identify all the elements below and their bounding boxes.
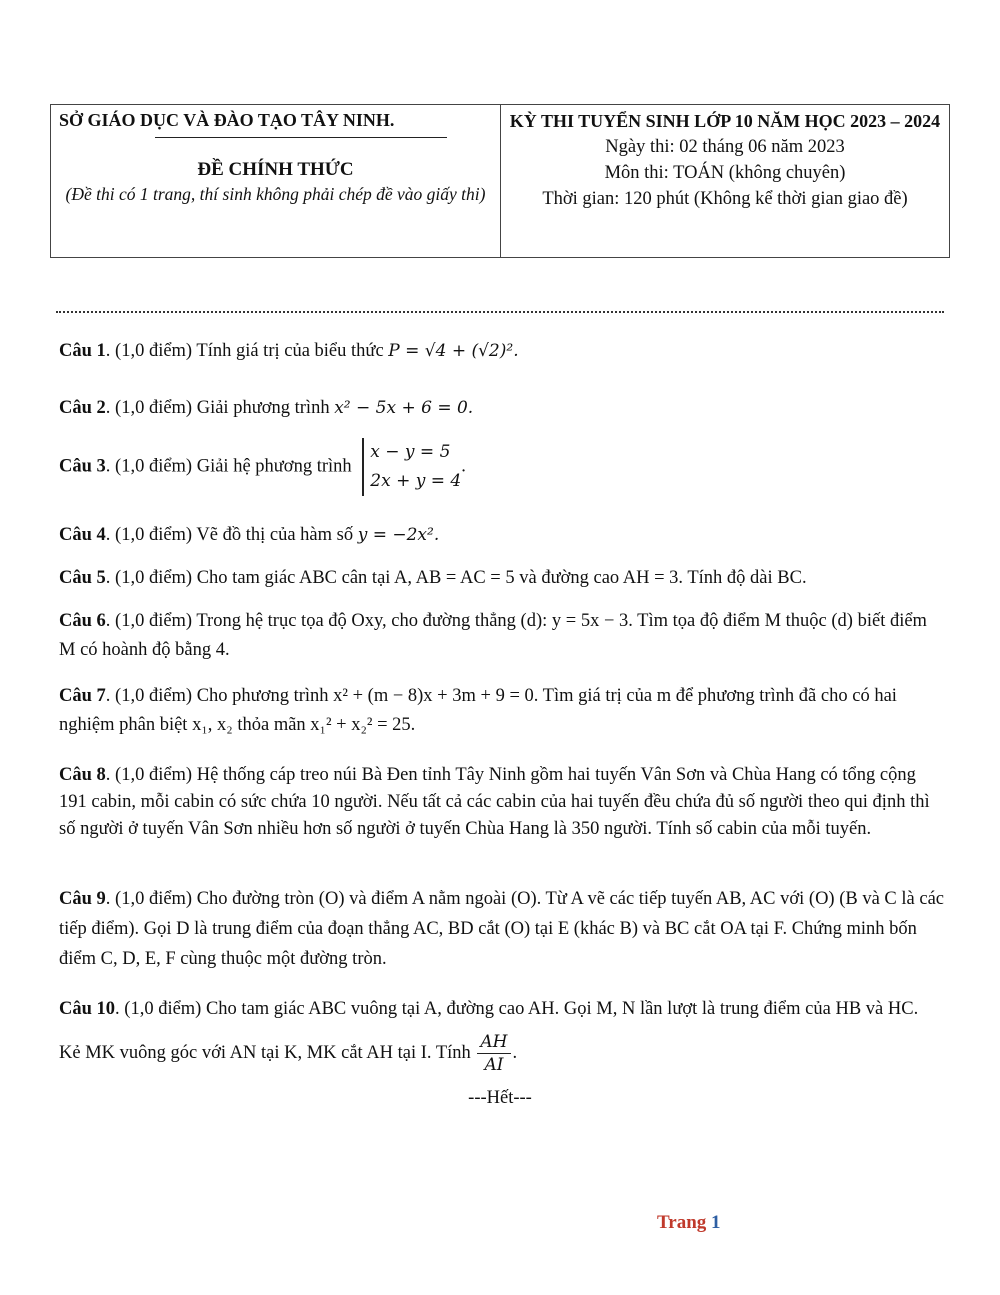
question-text: Giải hệ phương trình bbox=[196, 456, 352, 477]
header-right-cell bbox=[501, 105, 949, 257]
question-5: Câu 5. (1,0 điểm) Cho tam giác ABC cân tại A, AB = AC = 5 và đường cao AH = 3. Tính độ dài BC. bbox=[59, 568, 807, 588]
fraction-numerator: AH bbox=[477, 1031, 510, 1054]
question-2: Câu 2. (1,0 điểm) Giải phương trình x² − 5x + 6 = 0. bbox=[59, 398, 474, 418]
question-3: Câu 3. (1,0 điểm) Giải hệ phương trình x − y = 5 2x + y = 4 . bbox=[59, 438, 944, 496]
question-4: Câu 4. (1,0 điểm) Vẽ đồ thị của hàm số y = −2x². bbox=[59, 525, 440, 545]
question-9: Câu 9. (1,0 điểm) Cho đường tròn (O) và điểm A nằm ngoài (O). Từ A vẽ các tiếp tuyến AB, AC với (O) (B và C là các tiếp điểm). Gọi D là trung điểm của đoạn thẳng AC, BD cắt (O) tại E (khác B) và BC cắt OA tại F. Chứng minh bốn điểm C, D, E, F cùng thuộc một đường tròn. bbox=[59, 889, 944, 969]
question-label: Câu 7 bbox=[59, 686, 106, 706]
question-text: Giải phương trình bbox=[196, 398, 330, 418]
equation-2: 2x + y = 4 bbox=[370, 471, 462, 491]
question-label: Câu 2 bbox=[59, 398, 106, 418]
question-label: Câu 10 bbox=[59, 999, 116, 1019]
question-label: Câu 9 bbox=[59, 889, 106, 909]
question-points: (1,0 điểm) bbox=[115, 398, 193, 418]
question-points: (1,0 điểm) bbox=[115, 889, 193, 909]
exam-title: KỲ THI TUYỂN SINH LỚP 10 NĂM HỌC 2023 – 2024 bbox=[509, 111, 941, 131]
page-number: 1 bbox=[711, 1212, 721, 1233]
question-label: Câu 6 bbox=[59, 611, 106, 631]
question-text: Tính giá trị của biểu thức bbox=[196, 341, 384, 361]
dotted-divider bbox=[56, 311, 944, 313]
exam-note: (Đề thi có 1 trang, thí sinh không phải chép đề vào giấy thi) bbox=[65, 184, 486, 204]
question-10: Câu 10. (1,0 điểm) Cho tam giác ABC vuông tại A, đường cao AH. Gọi M, N lần lượt là trung điểm của HB và HC. Kẻ MK vuông góc với AN tại K, MK cắt AH tại I. Tính $\frac{AH}{AI}$ . bbox=[59, 999, 919, 1076]
question-math: P = √4 + (√2)². bbox=[388, 341, 519, 361]
fraction bbox=[477, 1031, 510, 1076]
question-label: Câu 3 bbox=[59, 456, 106, 477]
page-word: Trang bbox=[657, 1212, 707, 1233]
question-text: Cho tam giác ABC cân tại A, AB = AC = 5 và đường cao AH = 3. Tính độ dài BC. bbox=[196, 568, 807, 588]
official-label: ĐỀ CHÍNH THỨC bbox=[197, 159, 354, 180]
end-marker: ---Hết--- bbox=[468, 1088, 532, 1108]
department-underline bbox=[155, 137, 447, 138]
question-text: Cho đường tròn (O) và điểm A nằm ngoài (O). Từ A vẽ các tiếp tuyến AB, AC với (O) (B và C là các tiếp điểm). Gọi D là trung điểm của đoạn thẳng AC, BD cắt (O) tại E (khác B) và BC cắt OA tại F. Chứng minh bốn điểm C, D, E, F cùng thuộc một đường tròn. bbox=[59, 889, 944, 969]
question-7: Câu 7. (1,0 điểm) Cho phương trình x² + (m − 8)x + 3m + 9 = 0. Tìm giá trị của m để phương trình đã cho có hai nghiệm phân biệt x₁, x₂ thỏa mãn x₁² + x₂² = 25. bbox=[59, 686, 897, 735]
exam-date: Ngày thi: 02 tháng 06 năm 2023 bbox=[605, 137, 845, 157]
exam-duration: Thời gian: 120 phút (Không kể thời gian giao đề) bbox=[542, 189, 908, 209]
header-table bbox=[50, 104, 950, 258]
question-text: Hệ thống cáp treo núi Bà Đen tỉnh Tây Ninh gồm hai tuyến Vân Sơn và Chùa Hang có tổng cộng 191 cabin, mỗi cabin có sức chứa 10 người. Nếu tất cả các cabin của hai tuyến đều chứa đủ số người theo qui định thì số người ở tuyến Vân Sơn nhiều hơn số người ở tuyến Chùa Hang là 350 người. Tính số cabin của mỗi tuyến. bbox=[59, 765, 930, 839]
department-name: SỞ GIÁO DỤC VÀ ĐÀO TẠO TÂY NINH. bbox=[59, 110, 395, 130]
question-text: Cho tam giác ABC vuông tại A, đường cao AH. Gọi M, N lần lượt là trung điểm của HB và HC. Kẻ MK vuông góc với AN tại K, MK cắt AH tại I. Tính bbox=[59, 999, 919, 1063]
question-math: x² − 5x + 6 = 0. bbox=[334, 398, 474, 418]
page-footer bbox=[657, 1212, 721, 1234]
question-points: (1,0 điểm) bbox=[115, 611, 193, 631]
question-label: Câu 5 bbox=[59, 568, 106, 588]
question-label: Câu 1 bbox=[59, 341, 106, 361]
question-text: Vẽ đồ thị của hàm số bbox=[196, 525, 354, 545]
question-points: (1,0 điểm) bbox=[115, 568, 193, 588]
question-points: (1,0 điểm) bbox=[124, 999, 202, 1019]
header-left-cell bbox=[51, 105, 501, 257]
equation-1: x − y = 5 bbox=[370, 442, 451, 462]
fraction-denominator: AI bbox=[484, 1055, 504, 1076]
question-math: y = −2x². bbox=[357, 525, 440, 545]
question-points: (1,0 điểm) bbox=[115, 456, 193, 477]
question-1: Câu 1. (1,0 điểm) Tính giá trị của biểu thức P = √4 + (√2)². bbox=[59, 341, 519, 361]
question-label: Câu 4 bbox=[59, 525, 106, 545]
question-label: Câu 8 bbox=[59, 765, 106, 785]
question-6: Câu 6. (1,0 điểm) Trong hệ trục tọa độ Oxy, cho đường thẳng (d): y = 5x − 3. Tìm tọa độ điểm M thuộc (d) biết điểm M có hoành độ bằng 4. bbox=[59, 611, 927, 660]
question-text: Trong hệ trục tọa độ Oxy, cho đường thẳng (d): y = 5x − 3. Tìm tọa độ điểm M thuộc (d) biết điểm M có hoành độ bằng 4. bbox=[59, 611, 927, 660]
question-points: (1,0 điểm) bbox=[115, 765, 193, 785]
question-points: (1,0 điểm) bbox=[115, 341, 193, 361]
question-text: Cho phương trình x² + (m − 8)x + 3m + 9 = 0. Tìm giá trị của m để phương trình đã cho có hai nghiệm phân biệt x₁, x₂ thỏa mãn x₁² + x₂² = 25. bbox=[59, 686, 897, 735]
question-points: (1,0 điểm) bbox=[115, 686, 193, 706]
question-8: Câu 8. (1,0 điểm) Hệ thống cáp treo núi Bà Đen tỉnh Tây Ninh gồm hai tuyến Vân Sơn và Chùa Hang có tổng cộng 191 cabin, mỗi cabin có sức chứa 10 người. Nếu tất cả các cabin của hai tuyến đều chứa đủ số người theo qui định thì số người ở tuyến Vân Sơn nhiều hơn số người ở tuyến Chùa Hang là 350 người. Tính số cabin của mỗi tuyến. bbox=[59, 765, 930, 839]
question-points: (1,0 điểm) bbox=[115, 525, 193, 545]
exam-subject: Môn thi: TOÁN (không chuyên) bbox=[604, 163, 846, 183]
equation-system bbox=[362, 438, 461, 496]
